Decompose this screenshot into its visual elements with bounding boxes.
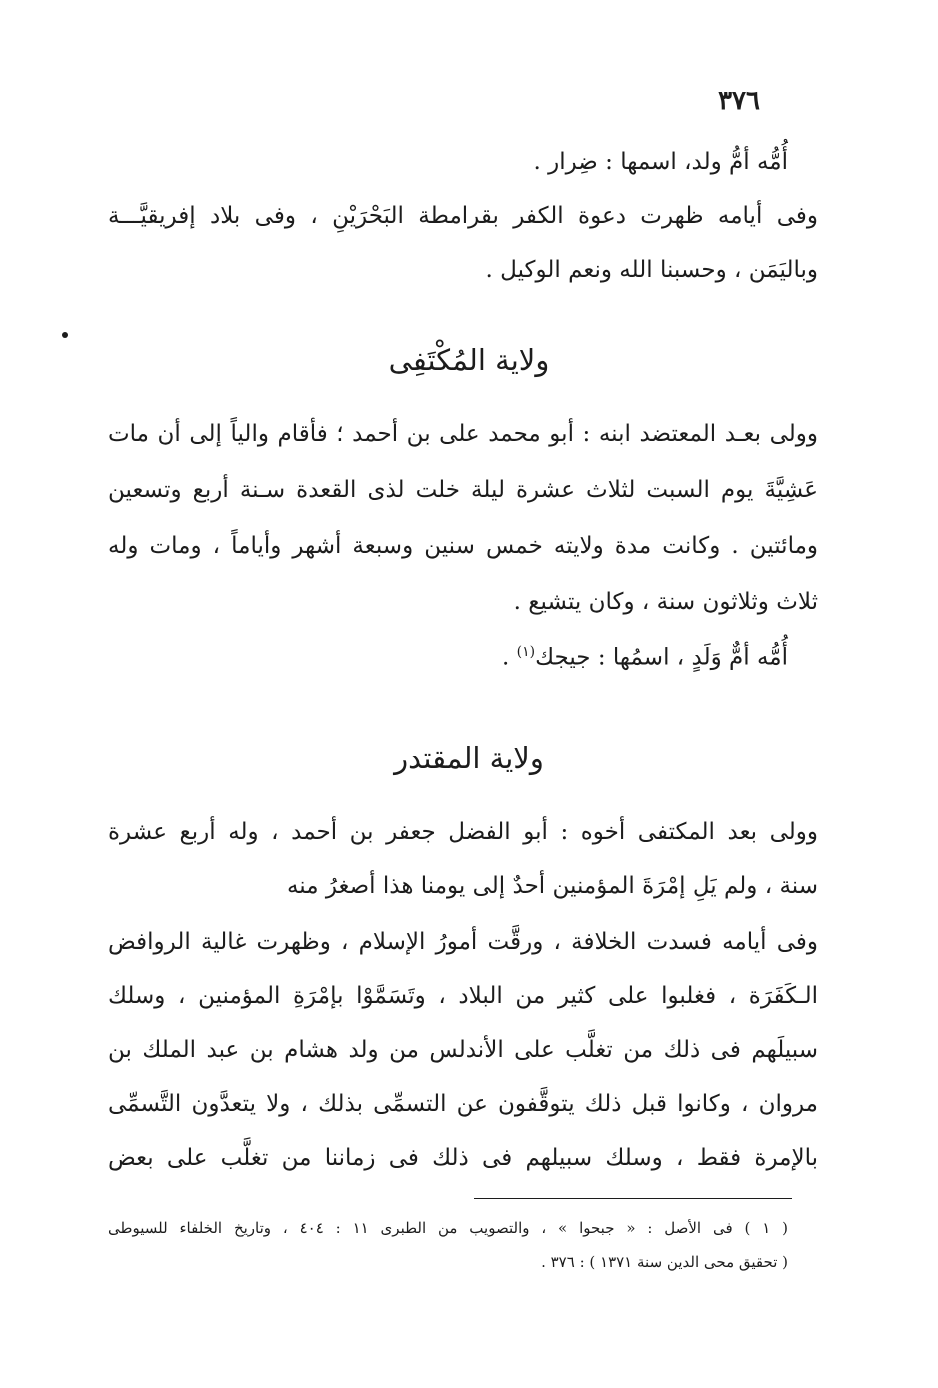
text-line: عَشِيَّةَ يوم السبت لثلاث عشرة ليلة خلت لذى القعدة سـنة أربع وتسعين [108,477,818,503]
footnote-reference: (١) [516,644,536,660]
text-line: ثلاث وثلاثون سنة ، وكان يتشيع . [513,589,818,615]
section-heading-muqtadir: ولاية المقتدر [394,741,544,775]
mother-line-end: . [502,644,517,671]
footnote-line: ( ١ ) فى الأصل : « جبحوا » ، والتصويب من الطبرى ١١ : ٤٠٤ ، وتاريخ الخلفاء للسيوطى [108,1219,788,1237]
footnote-line: ( تحقيق محى الدين سنة ١٣٧١ ) : ٣٧٦ . [541,1253,788,1271]
text-line: ومائتين . وكانت مدة ولايته خمس سنين وسبعة أشهر وأياماً ، ومات وله [108,533,818,559]
stray-ink-dot [62,332,68,338]
text-line: أُمُّه أمُّ ولد، اسمها : ضِرار . [533,149,788,175]
mother-text: أُمُّه أمٌّ وَلَدٍ ، اسمُها : جيجك [535,644,788,671]
text-line: وولى بعـد المعتضد ابنه : أبو محمد على بن أحمد ؛ فأقام والياً إلى أن مات [108,421,818,447]
text-line: سبيلَهم فى ذلك من تغلَّب على الأندلس من ولد هشام بن عبد الملك بن [108,1037,818,1063]
section-heading-muktafi: ولاية المُكْتَفِى [388,343,550,377]
text-line: وولى بعد المكتفى أخوه : أبو الفضل جعفر بن أحمد ، وله أربع عشرة [108,819,818,845]
text-line: مروان ، وكانوا قبل ذلك يتوقَّفون عن التسمِّى بذلك ، ولا يتعدَّون التَّسمِّى [108,1091,818,1117]
text-line: وفى أيامه ظهرت دعوة الكفر بقرامطة البَحْرَيْنِ ، وفى بلاد إفريقيَّـــة [108,203,818,229]
text-line: وفى أيامه فسدت الخلافة ، ورقَّت أمورُ الإسلام ، وظهرت غالية الروافض [108,929,818,955]
footnote-separator [474,1198,792,1199]
text-line: وباليَمَن ، وحسبنا الله ونعم الوكيل . [485,257,818,283]
page-number: ٣٧٦ [718,86,760,116]
text-line: سنة ، ولم يَلِ إمْرَةَ المؤمنين أحدٌ إلى يومنا هذا أصغرُ منه [286,873,818,899]
text-line: الـكَفَرَة ، فغلبوا على كثير من البلاد ، وتَسَمَّوْا بإمْرَةِ المؤمنين ، وسلك [108,983,818,1009]
mother-line [502,636,788,674]
text-line: بالإمرة فقط ، وسلك سبيلهم فى ذلك فى زماننا من تغلَّب على بعض [108,1145,818,1171]
